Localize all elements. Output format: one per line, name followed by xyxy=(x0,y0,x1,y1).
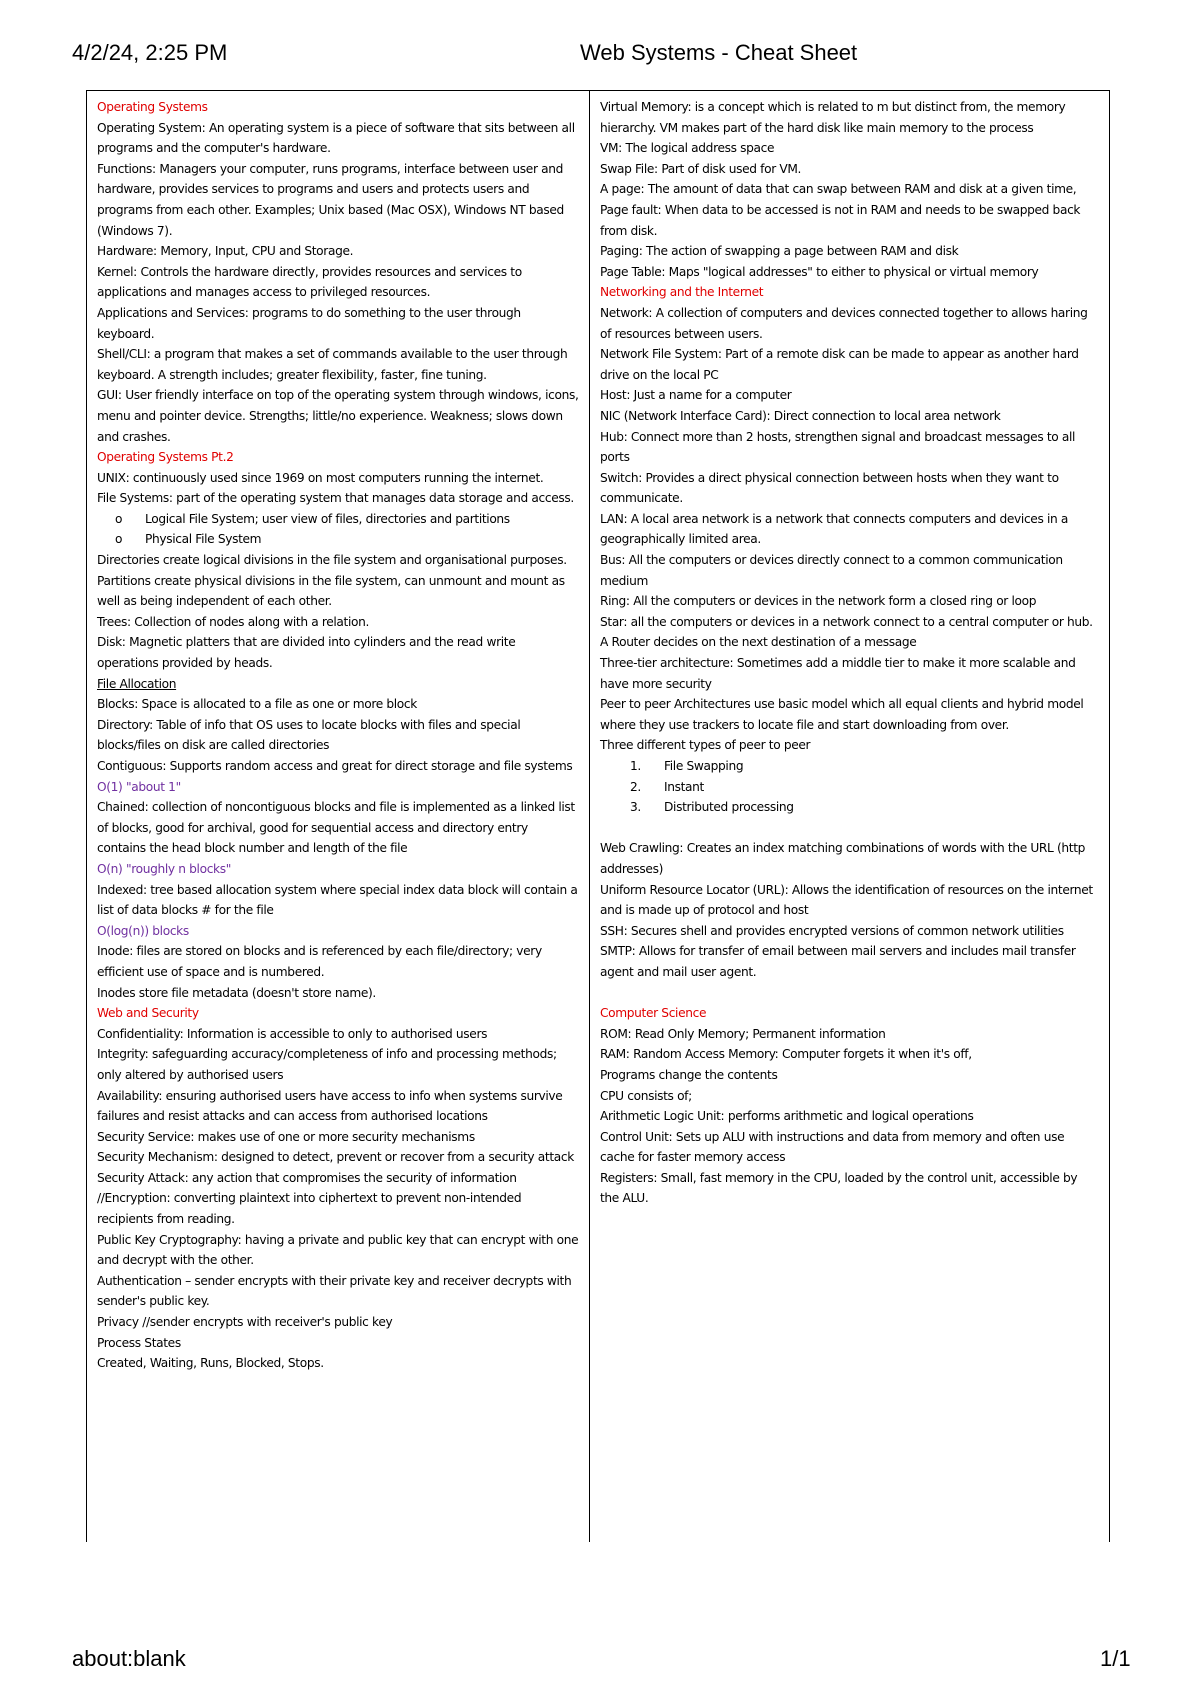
definition-term: Star: xyxy=(600,614,628,629)
definition-text: create logical divisions in the file system and organisational purposes. xyxy=(159,553,567,568)
definition-text: The amount of data that can swap between RAM and disk at a given time, xyxy=(644,182,1077,197)
note-line: A Router decides on the next destination of a message xyxy=(600,635,917,650)
definition xyxy=(600,1044,1099,1065)
note-line: Three different types of peer to peer xyxy=(600,738,811,753)
note-line: Programs change the contents xyxy=(600,1067,778,1082)
definition xyxy=(97,1024,579,1045)
definition xyxy=(97,385,579,447)
definition-text: programs to do something to the user through keyboard. xyxy=(97,305,521,341)
definition xyxy=(97,262,579,303)
definition xyxy=(600,179,1099,200)
definition xyxy=(97,1271,579,1312)
list-item xyxy=(97,509,579,530)
complexity-note: O(log(n)) blocks xyxy=(97,923,189,938)
list-item xyxy=(600,797,1099,818)
definition-term: Control Unit: xyxy=(600,1129,673,1144)
cheat-sheet-table xyxy=(86,90,1110,1542)
definition-term: Arithmetic Logic Unit: xyxy=(600,1109,725,1124)
definition xyxy=(97,303,579,344)
definition xyxy=(600,694,1099,735)
definition-text: Direct connection to local area network xyxy=(770,408,1001,423)
definition-term: UNIX: xyxy=(97,470,130,485)
list-item xyxy=(600,777,1099,798)
definition-term: Blocks: xyxy=(97,697,138,712)
definition-text: Just a name for a computer xyxy=(630,388,792,403)
definition-term: Paging: xyxy=(600,244,643,259)
definition-term: Shell/CLI: xyxy=(97,347,151,362)
note-line: Created, Waiting, Runs, Blocked, Stops. xyxy=(97,1356,324,1371)
list-item xyxy=(600,756,1099,777)
definition-text: //sender encrypts with receiver's public key xyxy=(138,1315,393,1330)
subsection-heading: File Allocation xyxy=(97,676,177,691)
definition-term: Registers: xyxy=(600,1170,658,1185)
list-item-text: Physical File System xyxy=(145,532,262,547)
list-marker: o xyxy=(115,511,123,526)
definition xyxy=(600,880,1099,921)
definition-term: Applications and Services: xyxy=(97,305,249,320)
definition-term: Page fault: xyxy=(600,202,662,217)
footer-url: about:blank xyxy=(72,1646,186,1671)
definition-text: The logical address space xyxy=(621,141,775,156)
definition xyxy=(97,344,579,385)
definition-term: GUI: xyxy=(97,388,122,403)
definition-text: Part of a remote disk can be made to appear as another hard drive on the local PC xyxy=(600,347,1079,382)
definition-term: Hub: xyxy=(600,429,628,444)
definition-text: Small, fast memory in the CPU, loaded by the control unit, accessible by the ALU. xyxy=(600,1170,1078,1206)
definition-term: VM: xyxy=(600,141,622,156)
definition xyxy=(600,262,1099,283)
definition-term: Functions: xyxy=(97,161,156,176)
definition-term: Integrity: xyxy=(97,1047,149,1062)
definition-text: Space is allocated to a file as one or more block xyxy=(137,697,417,712)
definition-term: Availability: xyxy=(97,1088,163,1103)
definition-term: Operating System: xyxy=(97,120,206,135)
definition-text: Secures shell and provides encrypted versions of common network utilities xyxy=(627,923,1064,938)
definition-text: An operating system is a piece of software that sits between all programs and the computer's hardware. xyxy=(97,120,575,156)
spacer xyxy=(600,983,1099,1004)
definition xyxy=(97,632,579,673)
definition xyxy=(600,303,1099,344)
definition-term: Contiguous: xyxy=(97,759,167,773)
definition xyxy=(97,571,579,612)
complexity-note: O(n) "roughly n blocks" xyxy=(97,861,232,876)
definition-text: create physical divisions in the file system, can unmount and mount as well as being independent of each other. xyxy=(97,573,565,609)
list-marker: 2. xyxy=(630,779,641,794)
definition-term: Page Table: xyxy=(600,264,666,279)
definition xyxy=(97,756,579,777)
section-heading: Operating Systems xyxy=(97,100,208,114)
definition-text: Table of info that OS uses to locate blocks with files and special blocks/files on disk are called directories xyxy=(97,717,521,753)
definition-term: Uniform Resource Locator (URL): xyxy=(600,882,789,897)
definition xyxy=(600,427,1099,468)
definition-term: A page: xyxy=(600,182,645,197)
definition xyxy=(97,488,579,509)
definition xyxy=(600,385,1099,406)
definition-text: files are stored on blocks and is referenced by each file/directory; very efficient use of space and is numbered. xyxy=(97,944,542,979)
definition xyxy=(600,1127,1099,1168)
definition xyxy=(600,1024,1099,1045)
definition-term: Kernel: xyxy=(97,264,137,279)
definition-term: File Systems: xyxy=(97,491,173,506)
definition xyxy=(600,1106,1099,1127)
definition xyxy=(97,694,579,715)
definition xyxy=(600,838,1099,879)
section-heading: Networking and the Internet xyxy=(600,285,764,300)
definition-term: Authentication xyxy=(97,1273,182,1288)
definition-term: Three-tier architecture: xyxy=(600,656,734,671)
definition-text: Controls the hardware directly, provides resources and services to applications and manages access to privileged resources. xyxy=(97,264,522,300)
definition xyxy=(97,1230,579,1271)
definition xyxy=(600,97,1099,138)
section-heading: Web and Security xyxy=(97,1006,199,1021)
definition-text: continuously used since 1969 on most computers running the internet. xyxy=(129,470,544,485)
definition-text: is a concept which is related to m but distinct from, the memory hierarchy. VM makes part of the hard disk like main memory to the process xyxy=(600,100,1066,135)
definition-term: Chained: xyxy=(97,800,149,815)
definition-text: All the computers or devices directly connect to a common communication medium xyxy=(600,553,1063,588)
definition-text: – sender encrypts with their private key and receiver decrypts with sender's public key. xyxy=(97,1273,572,1309)
definition xyxy=(97,159,579,241)
definition-text: Read Only Memory; Permanent information xyxy=(631,1026,886,1041)
definition-text: Connect more than 2 hosts, strengthen signal and broadcast messages to all ports xyxy=(600,429,1076,465)
definition-term: Public Key Cryptography: xyxy=(97,1232,242,1247)
list-item-text: File Swapping xyxy=(664,759,744,773)
definition-text: tree based allocation system where special index data block will contain a list of data blocks # for the file xyxy=(97,882,578,918)
definition xyxy=(97,1044,579,1085)
definition xyxy=(600,200,1099,241)
complexity-note: O(1) "about 1" xyxy=(97,779,181,794)
definition xyxy=(600,344,1099,385)
definition-text: all the computers or devices in a network connect to a central computer or hub. xyxy=(627,614,1093,629)
definition-text: Magnetic platters that are divided into cylinders and the read write operations provided by heads. xyxy=(97,635,516,671)
list-item-text: Logical File System; user view of files, directories and partitions xyxy=(145,511,510,526)
definition-term: SMTP: xyxy=(600,944,636,959)
definition xyxy=(600,941,1099,982)
definition-text: safeguarding accuracy/completeness of info and processing methods; only altered by authorised users xyxy=(97,1047,557,1082)
definition xyxy=(600,509,1099,550)
definition xyxy=(97,880,579,921)
definition-text: Memory, Input, CPU and Storage. xyxy=(156,244,354,259)
definition-term: Disk: xyxy=(97,635,126,650)
definition-term: SSH: xyxy=(600,923,628,938)
definition-text: part of the operating system that manages data storage and access. xyxy=(172,491,574,506)
definition-term: Inode: xyxy=(97,944,134,959)
definition xyxy=(97,550,579,571)
definition xyxy=(600,159,1099,180)
definition-text: makes use of one or more security mechanisms xyxy=(194,1129,475,1144)
definition xyxy=(97,1168,579,1230)
definition xyxy=(97,941,579,982)
definition-text: Provides a direct physical connection between hosts when they want to communicate. xyxy=(600,470,1059,506)
definition xyxy=(600,653,1099,694)
definition xyxy=(97,1086,579,1127)
definition xyxy=(600,612,1099,633)
definition-term: NIC (Network Interface Card): xyxy=(600,408,771,423)
definition xyxy=(600,550,1099,591)
note-line: Inodes store file metadata (doesn't store name). xyxy=(97,985,376,1000)
definition-text: having a private and public key that can encrypt with one and decrypt with the other. xyxy=(97,1232,579,1268)
list-item-text: Distributed processing xyxy=(664,800,794,815)
definition-text: collection of noncontiguous blocks and file is implemented as a linked list of blocks, good for archival, good for sequential access and directory entry contains the head block number and length of the file xyxy=(97,800,575,856)
definition-text: When data to be accessed is not in RAM and needs to be swapped back from disk. xyxy=(600,202,1081,238)
note-line: Process States xyxy=(97,1335,181,1350)
definition xyxy=(600,241,1099,262)
definition-term: Security Attack: xyxy=(97,1170,189,1185)
definition-term: Peer to peer Architectures xyxy=(600,697,751,712)
definition-term: Ring: xyxy=(600,594,630,609)
definition-text: Sets up ALU with instructions and data from memory and often use cache for faster memory access xyxy=(600,1129,1065,1165)
list-marker: 1. xyxy=(630,759,641,773)
definition-term: Hardware: xyxy=(97,244,157,259)
list-marker: o xyxy=(115,532,123,547)
definition xyxy=(600,468,1099,509)
definition-term: Host: xyxy=(600,388,631,403)
print-date: 4/2/24, 2:25 PM xyxy=(72,40,228,65)
definition-text: Managers your computer, runs programs, interface between user and hardware, provides services to programs and users and protects users and programs from each other. Examples; Unix based (Mac OSX), Windows NT based (Windows 7). xyxy=(97,161,564,238)
definition xyxy=(97,118,579,159)
definition-text: Random Access Memory: Computer forgets it when it's off, xyxy=(629,1047,972,1062)
definition-term: Indexed: xyxy=(97,882,147,897)
left-column xyxy=(87,91,590,1542)
list-marker: 3. xyxy=(630,800,641,815)
definition-term: Trees: xyxy=(97,614,131,629)
definition xyxy=(600,921,1099,942)
definition-text: Creates an index matching combinations of words with the URL (http addresses) xyxy=(600,841,1086,876)
definition-term: Privacy xyxy=(97,1315,139,1330)
definition-term: ROM: xyxy=(600,1026,632,1041)
definition-text: Allows for transfer of email between mail servers and includes mail transfer agent and mail user agent. xyxy=(600,944,1076,979)
section-heading: Operating Systems Pt.2 xyxy=(97,450,234,465)
page-number: 1/1 xyxy=(1100,1646,1131,1671)
definition-text: use basic model which all equal clients and hybrid model where they use trackers to locate file and start downloading from over. xyxy=(600,697,1084,732)
definition-text: Supports random access and great for direct storage and file systems xyxy=(166,759,573,773)
definition-text: ensuring authorised users have access to info when systems survive failures and resist attacks and can access from authorised locations xyxy=(97,1088,563,1124)
definition-term: Network: xyxy=(600,305,653,320)
definition-text: Part of disk used for VM. xyxy=(657,161,802,176)
definition-term: Security Service: xyxy=(97,1129,195,1144)
definition-text: All the computers or devices in the network form a closed ring or loop xyxy=(629,594,1037,609)
definition-term: Virtual Memory: xyxy=(600,100,692,114)
definition-term: Swap File: xyxy=(600,161,658,176)
definition-term: LAN: xyxy=(600,511,628,526)
definition xyxy=(97,241,579,262)
definition-term: Web Crawling: xyxy=(600,841,684,856)
definition-text: Sometimes add a middle tier to make it more scalable and have more security xyxy=(600,656,1076,691)
section-heading: Computer Science xyxy=(600,1006,707,1021)
definition-text: performs arithmetic and logical operations xyxy=(724,1109,974,1124)
note-line: CPU consists of; xyxy=(600,1088,692,1103)
definition-term: Network File System: xyxy=(600,347,722,362)
definition xyxy=(97,715,579,756)
right-column xyxy=(590,91,1109,1542)
definition-term: Directories xyxy=(97,553,160,568)
document-title: Web Systems - Cheat Sheet xyxy=(580,40,858,65)
definition-text: Collection of nodes along with a relation. xyxy=(130,614,370,629)
definition-term: Security Mechanism: xyxy=(97,1150,218,1165)
definition xyxy=(97,1312,579,1333)
definition-text: A collection of computers and devices connected together to allows haring of resources between users. xyxy=(600,305,1088,341)
definition xyxy=(600,591,1099,612)
definition xyxy=(600,406,1099,427)
definition-text: any action that compromises the security of information //Encryption: converting plaintext into ciphertext to prevent non-intended recipients from reading. xyxy=(97,1170,522,1227)
definition xyxy=(97,1147,579,1168)
definition-term: Directory: xyxy=(97,717,153,732)
definition xyxy=(97,1127,579,1148)
definition xyxy=(600,138,1099,159)
definition-text: User friendly interface on top of the operating system through windows, icons, menu and pointer device. Strengths; little/no experience. Weakness; slows down and crashes. xyxy=(97,388,579,444)
definition xyxy=(97,612,579,633)
definition-text: The action of swapping a page between RAM and disk xyxy=(642,244,959,259)
definition-text: A local area network is a network that connects computers and devices in a geographically limited area. xyxy=(600,511,1069,547)
definition-term: Partitions xyxy=(97,573,151,588)
definition xyxy=(600,1168,1099,1209)
definition-text: Allows the identification of resources on the internet and is made up of protocol and host xyxy=(600,882,1093,918)
definition-text: designed to detect, prevent or recover from a security attack xyxy=(217,1150,574,1165)
definition xyxy=(97,797,579,859)
definition-term: RAM: xyxy=(600,1047,630,1062)
definition-text: Information is accessible to only to authorised users xyxy=(183,1026,488,1041)
list-item xyxy=(97,529,579,550)
list-item-text: Instant xyxy=(664,779,704,794)
spacer xyxy=(600,818,1099,839)
definition xyxy=(97,468,579,489)
definition-term: Bus: xyxy=(600,553,626,568)
definition-text: a program that makes a set of commands available to the user through keyboard. A strength includes; greater flexibility, faster, fine tuning. xyxy=(97,347,568,382)
definition-term: Switch: xyxy=(600,470,642,485)
definition-text: Maps "logical addresses" to either to physical or virtual memory xyxy=(665,264,1039,279)
definition-term: Confidentiality: xyxy=(97,1026,184,1041)
